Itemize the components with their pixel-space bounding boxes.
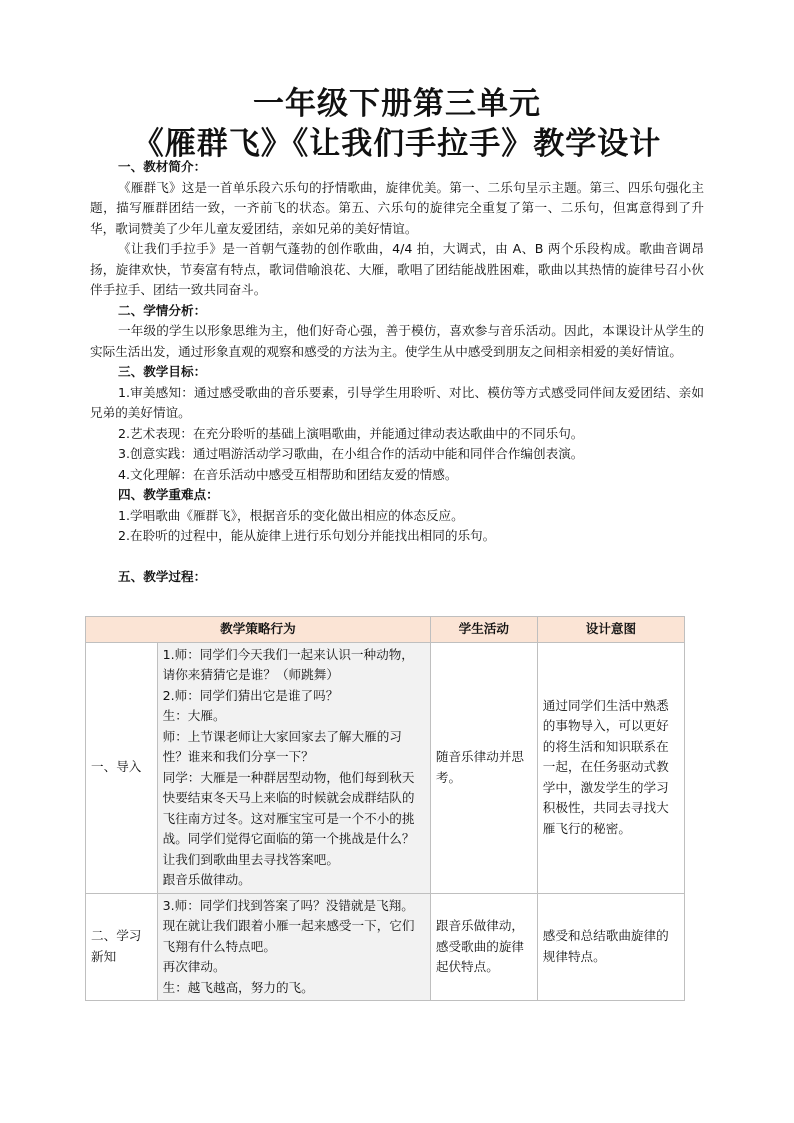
teaching-process-table [85, 616, 685, 1001]
document-body [90, 157, 704, 587]
design-intent-cell: 感受和总结歌曲旋律的规律特点。 [537, 893, 684, 1001]
student-activity-cell: 跟音乐做律动，感受歌曲的旋律起伏特点。 [430, 893, 537, 1001]
table-row [86, 893, 685, 1001]
header-student-activity: 学生活动 [430, 617, 537, 643]
teacher-line: 生：大雁。 [162, 708, 226, 723]
section-heading-goals: 三、教学目标： [118, 364, 207, 379]
goal-item: 3.创意实践：通过唱游活动学习歌曲，在小组合作的活动中能和同伴合作编创表演。 [118, 446, 584, 461]
teacher-cell [157, 893, 430, 1001]
paragraph-materials-2: 《让我们手拉手》是一首朝气蓬勃的创作歌曲，4/4 拍，大调式，由 A、B 两个乐段构成。歌曲音调昂扬，旋律欢快，节奏富有特点，歌词借喻浪花、大雁，歌唱了团结能战胜困难，歌曲以其热情的旋律号召小伙伴手拉手、团结一致共同奋斗。 [90, 241, 704, 297]
teacher-line: 1.师：同学们今天我们一起来认识一种动物，请你来猜猜它是谁？（师跳舞） [162, 646, 414, 682]
section-heading-process: 五、教学过程： [118, 568, 207, 584]
phase-cell: 一、导入 [86, 642, 158, 893]
goal-item: 2.艺术表现：在充分聆听的基础上演唱歌曲，并能通过律动表达歌曲中的不同乐句。 [118, 425, 584, 441]
section-heading-materials: 一、教材简介： [118, 159, 207, 174]
teacher-line: 生：越飞越高，努力的飞。 [162, 979, 314, 995]
teacher-line: 师：上节课老师让大家回家去了解大雁的习性？谁来和我们分享一下？ [162, 728, 402, 764]
table-header-row [86, 617, 685, 643]
teacher-cell [157, 642, 430, 893]
design-intent-cell: 通过同学们生活中熟悉的事物导入，可以更好的将生活和知识联系在一起，在任务驱动式教学中，激发学生的学习积极性，共同去寻找大雁飞行的秘密。 [537, 642, 684, 893]
header-teaching-strategy: 教学策略行为 [86, 617, 431, 643]
keypoint-item: 2.在聆听的过程中，能从旋律上进行乐句划分并能找出相同的乐句。 [118, 528, 496, 543]
teacher-line: 跟音乐做律动。 [162, 872, 251, 887]
paragraph-materials-1: 《雁群飞》这是一首单乐段六乐句的抒情歌曲，旋律优美。第一、二乐句呈示主题。第三、四乐句强化主题，描写雁群团结一致，一齐前飞的状态。第五、六乐句的旋律完全重复了第一、二乐句，但寓意得到了升华，歌词赞美了少年儿童友爱团结，亲如兄弟的美好情谊。 [90, 179, 704, 236]
header-design-intent: 设计意图 [537, 617, 684, 643]
table-row [86, 642, 685, 893]
document-title-line2: 《雁群飞》《让我们手拉手》教学设计 [132, 126, 662, 162]
teacher-line: 再次律动。 [162, 959, 226, 974]
keypoint-item: 1.学唱歌曲《雁群飞》，根据音乐的变化做出相应的体态反应。 [118, 507, 464, 523]
teacher-line: 同学：大雁是一种群居型动物，他们每到秋天快要结束冬天马上来临的时候就会成群结队的飞往南方过冬。这对雁宝宝可是一个不小的挑战。同学们觉得它面临的第一个挑战是什么？让我们到歌曲里去寻找答案吧。 [162, 769, 415, 867]
paragraph-analysis: 一年级的学生以形象思维为主，他们好奇心强，善于模仿，喜欢参与音乐活动。因此，本课设计从学生的实际生活出发，通过形象直观的观察和感受的方法为主。使学生从中感受到朋友之间相亲相爱的美好情谊。 [90, 323, 704, 359]
teacher-line: 2.师：同学们猜出它是谁了吗？ [162, 687, 339, 703]
section-heading-analysis: 二、学情分析： [118, 302, 207, 318]
goal-item: 4.文化理解：在音乐活动中感受互相帮助和团结友爱的情感。 [118, 466, 458, 482]
goal-item: 1.审美感知：通过感受歌曲的音乐要素，引导学生用聆听、对比、模仿等方式感受同伴间友爱团结、亲如兄弟的美好情谊。 [90, 384, 704, 420]
phase-cell: 二、学习新知 [86, 893, 158, 1001]
section-heading-keypoints: 四、教学重难点： [118, 487, 219, 502]
teacher-line: 3.师：同学们找到答案了吗？没错就是飞翔。现在就让我们跟着小雁一起来感受一下，它们飞翔有什么特点吧。 [162, 897, 415, 954]
document-title-line1: 一年级下册第三单元 [253, 86, 541, 122]
student-activity-cell: 随音乐律动并思考。 [430, 642, 537, 893]
